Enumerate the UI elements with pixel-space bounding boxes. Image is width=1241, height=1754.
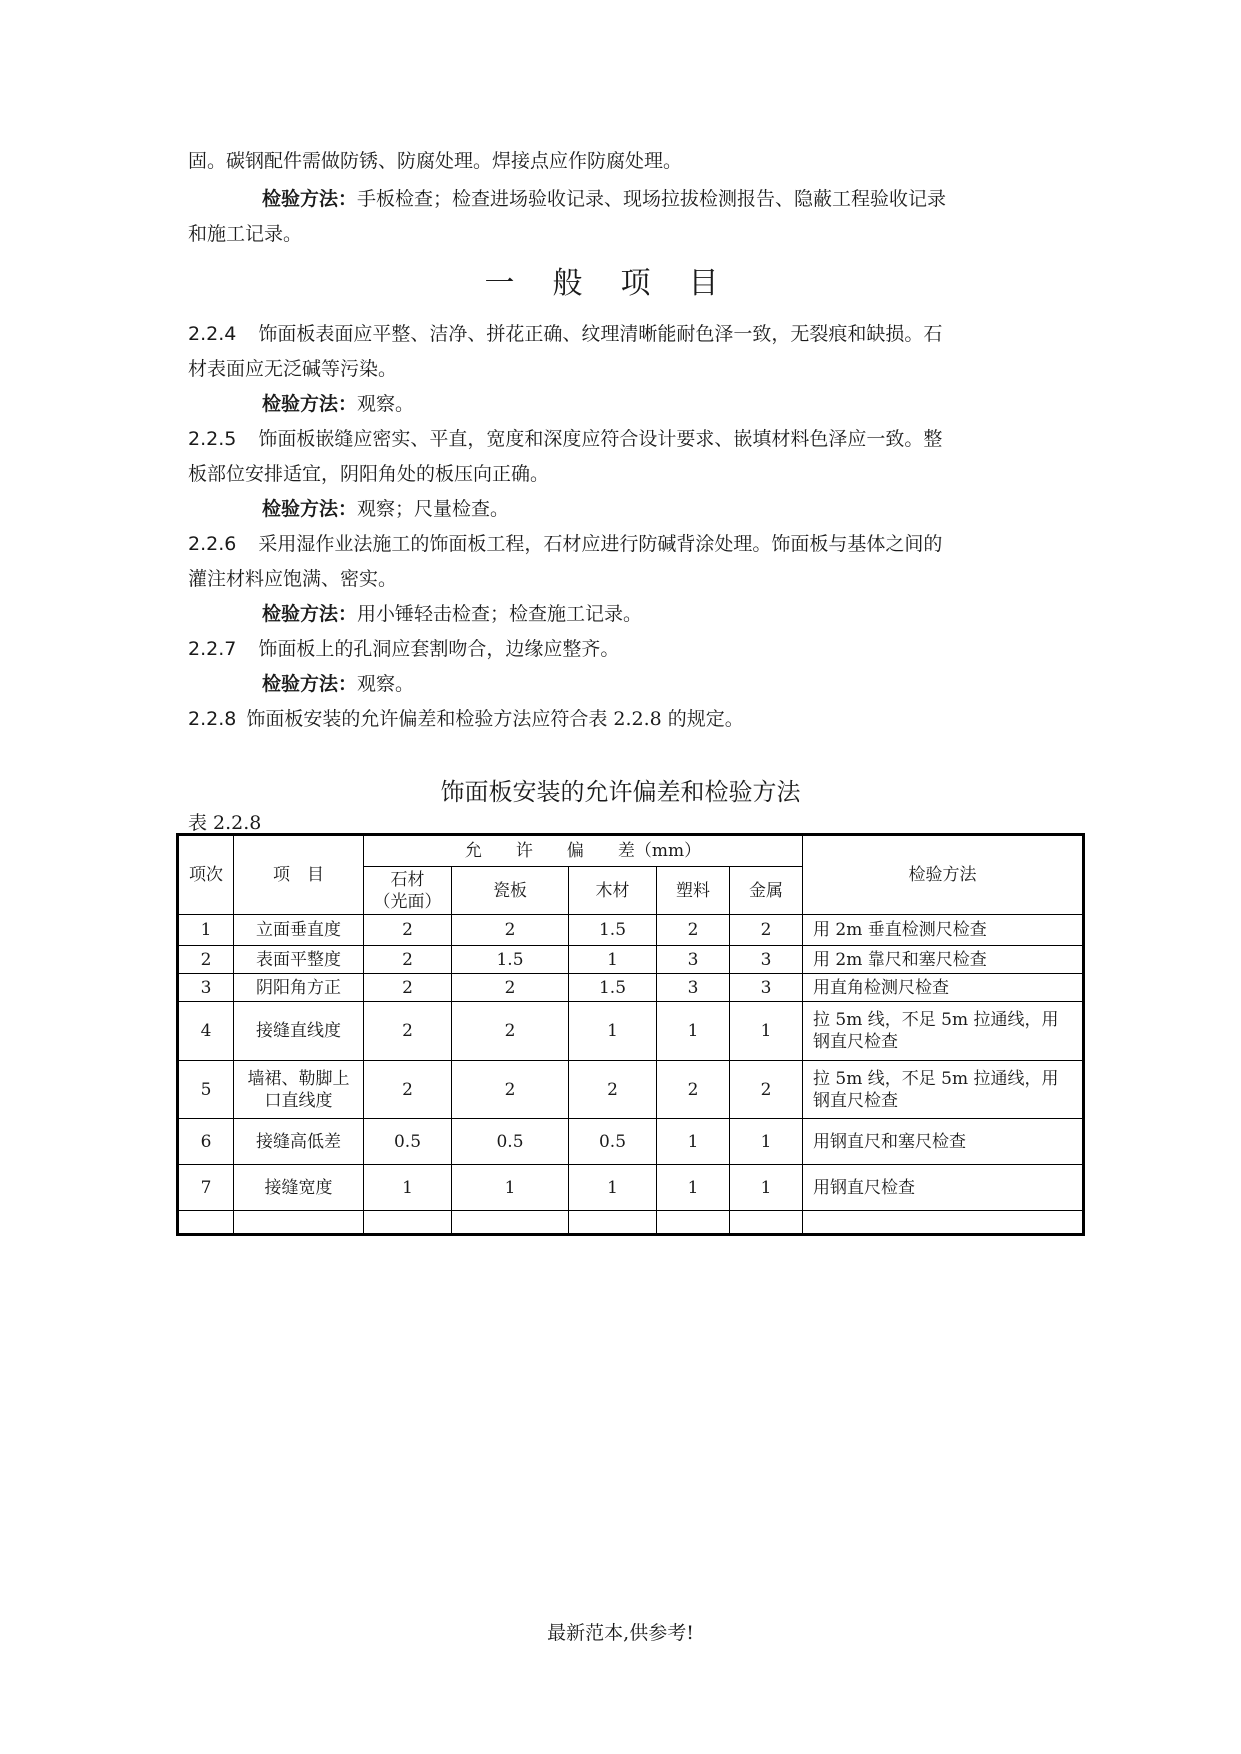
table-title: 饰面板安装的允许偏差和检验方法 xyxy=(440,778,801,806)
inspection-method-line xyxy=(262,602,1122,626)
header-method: 检验方法 xyxy=(803,835,1084,915)
method-text: 手板检查；检查进场验收记录、现场拉拔检测报告、隐蔽工程验收记录 xyxy=(357,188,947,210)
clause-number: 2.2.7 xyxy=(188,638,237,660)
clause-number: 2.2.6 xyxy=(188,533,237,555)
clause-2-2-8 xyxy=(188,707,1048,731)
header-plastic: 塑料 xyxy=(657,867,730,915)
clause-text: 采用湿作业法施工的饰面板工程，石材应进行防碱背涂处理。饰面板与基体之间的 xyxy=(258,533,943,555)
header-metal: 金属 xyxy=(730,867,803,915)
table-row: 6 接缝高低差 0.5 0.5 0.5 1 1 用钢直尺和塞尺检查 xyxy=(178,1119,1084,1165)
table-row: 7 接缝宽度 1 1 1 1 1 用钢直尺检查 xyxy=(178,1165,1084,1211)
clause-number: 2.2.4 xyxy=(188,323,237,345)
header-stone: 石材 （光面） xyxy=(364,867,452,915)
inspection-method-line xyxy=(262,497,1122,521)
inspection-method-line xyxy=(262,392,1122,416)
clause-text: 饰面板表面应平整、洁净、拼花正确、纹理清晰能耐色泽一致，无裂痕和缺损。石 xyxy=(258,323,943,345)
method-label: 检验方法： xyxy=(262,603,358,625)
clause-text: 饰面板嵌缝应密实、平直，宽度和深度应符合设计要求、嵌填材料色泽应一致。整 xyxy=(258,428,943,450)
clause-text-cont: 灌注材料应饱满、密实。 xyxy=(188,568,398,590)
clause-text-cont: 材表面应无泛碱等污染。 xyxy=(188,358,398,380)
table-row: 4 接缝直线度 2 2 1 1 1 拉 5m 线，不足 5m 拉通线，用 钢直尺检查 xyxy=(178,1002,1084,1061)
header-no: 项次 xyxy=(178,835,234,915)
clause-number: 2.2.5 xyxy=(188,428,237,450)
paragraph-line: 固。碳钢配件需做防锈、防腐处理。焊接点应作防腐处理。 xyxy=(188,150,683,172)
table-row: 3 阴阳角方正 2 2 1.5 3 3 用直角检测尺检查 xyxy=(178,974,1084,1002)
header-item: 项 目 xyxy=(234,835,364,915)
page-footer: 最新范本,供参考! xyxy=(547,1622,694,1644)
table-row: 2 表面平整度 2 1.5 1 3 3 用 2m 靠尺和塞尺检查 xyxy=(178,946,1084,974)
method-text: 观察。 xyxy=(357,673,415,695)
clause-2-2-7 xyxy=(188,637,1048,661)
method-text: 用小锤轻击检查；检查施工记录。 xyxy=(357,603,643,625)
method-text: 观察；尺量检查。 xyxy=(357,498,510,520)
method-label: 检验方法： xyxy=(262,673,358,695)
clause-number: 2.2.8 xyxy=(188,708,237,730)
table-row: 5 墙裙、勒脚上 口直线度 2 2 2 2 2 拉 5m 线，不足 5m 拉通线，用 钢直尺检查 xyxy=(178,1061,1084,1119)
inspection-method-line xyxy=(262,187,1122,211)
clause-2-2-6 xyxy=(188,532,1048,556)
method-label: 检验方法： xyxy=(262,393,358,415)
method-label: 检验方法： xyxy=(262,188,358,210)
clause-2-2-5 xyxy=(188,427,1048,451)
table-empty-row xyxy=(178,1211,1084,1235)
paragraph-line: 和施工记录。 xyxy=(188,223,303,245)
inspection-method-line xyxy=(262,672,1122,696)
header-tolerance: 允 许 偏 差（mm） xyxy=(364,835,803,867)
method-label: 检验方法： xyxy=(262,498,358,520)
clause-2-2-4 xyxy=(188,322,1048,346)
method-text: 观察。 xyxy=(357,393,415,415)
table-row: 1 立面垂直度 2 2 1.5 2 2 用 2m 垂直检测尺检查 xyxy=(178,915,1084,946)
table-header-row xyxy=(178,835,1084,867)
header-ceramic: 瓷板 xyxy=(452,867,569,915)
clause-text: 饰面板上的孔洞应套割吻合，边缘应整齐。 xyxy=(258,638,620,660)
tolerance-table xyxy=(176,833,1085,1236)
clause-text-cont: 板部位安排适宜，阴阳角处的板压向正确。 xyxy=(188,463,550,485)
section-heading: 一般项目 xyxy=(484,266,757,301)
clause-text: 饰面板安装的允许偏差和检验方法应符合表 2.2.8 的规定。 xyxy=(246,708,744,730)
header-wood: 木材 xyxy=(569,867,657,915)
table-label: 表 2.2.8 xyxy=(188,812,262,834)
